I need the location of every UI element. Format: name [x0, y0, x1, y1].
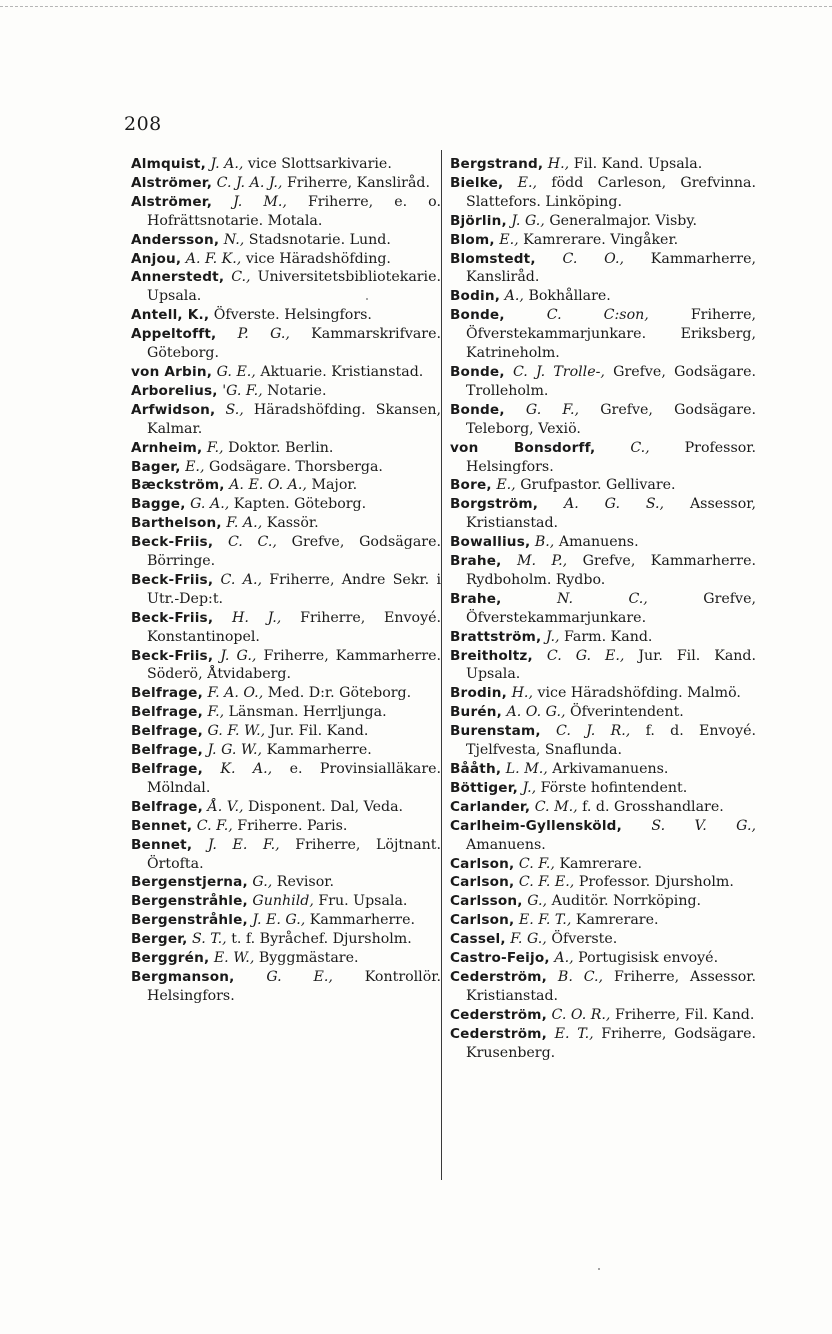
register-entry: [450, 968, 756, 1006]
entry-description: Amanuens.: [558, 534, 639, 551]
entry-description: Kammarherre.: [309, 912, 415, 929]
entry-description: t. f. Byråchef. Djursholm.: [231, 931, 412, 948]
entry-description: Farm. Kand.: [564, 628, 653, 645]
entry-name: Appeltofft,: [131, 326, 217, 343]
entry-description: f. d. Envoyé. Tjelfvesta, Snaflunda.: [466, 723, 756, 759]
register-entry: [131, 363, 441, 382]
entry-initials: J. G.,: [220, 647, 257, 664]
register-entry: [450, 476, 756, 495]
entry-description: Friherre, Envoyé. Konstantinopel.: [147, 609, 442, 645]
entry-description: Kamrerare.: [559, 855, 643, 872]
entry-description: Kontrollör. Helsingfors.: [147, 968, 441, 1004]
entry-name: Bergmanson,: [131, 968, 235, 985]
entry-initials: E. T.,: [554, 1025, 594, 1042]
entry-description: Öfverste. Helsingfors.: [213, 307, 372, 324]
register-entry: [131, 268, 441, 306]
entry-name: von Bonsdorff,: [450, 439, 596, 456]
entry-name: Brahe,: [450, 590, 502, 607]
entry-name: Bergenstråhle,: [131, 912, 248, 929]
entry-name: Brahe,: [450, 553, 502, 570]
entry-name: Björlin,: [450, 212, 507, 229]
register-entry: [450, 760, 756, 779]
entry-description: Grufpastor. Gellivare.: [520, 477, 676, 494]
entry-description: Bokhållare.: [528, 288, 611, 305]
entry-name: Alströmer,: [131, 174, 213, 191]
entry-initials: C. A.,: [220, 571, 262, 588]
entry-initials: E.,: [496, 477, 516, 494]
entry-initials: J.,: [522, 779, 537, 796]
entry-initials: Å. V.,: [207, 798, 244, 815]
entry-description: Länsman. Herrljunga.: [228, 704, 387, 721]
entry-description: Grefve, Godsägare. Trolleholm.: [466, 363, 756, 399]
register-entry: [131, 873, 441, 892]
entry-name: Arnheim,: [131, 439, 203, 456]
entry-initials: A. O. G.,: [506, 704, 566, 721]
entry-name: Beck-Friis,: [131, 647, 214, 664]
entry-name: Burenstam,: [450, 723, 541, 740]
entry-initials: F. G.,: [510, 931, 547, 948]
entry-name: Anjou,: [131, 250, 182, 267]
entry-name: Belfrage,: [131, 761, 203, 777]
register-entry: [450, 212, 756, 231]
register-entry: [131, 174, 441, 193]
entry-name: Bonde,: [450, 363, 505, 380]
entry-description: Jur. Fil. Kand. Upsala.: [466, 647, 757, 683]
register-entry: [450, 287, 756, 306]
entry-name: Bergstrand,: [450, 156, 544, 172]
entry-initials: G.,: [252, 874, 273, 891]
register-entry: [131, 609, 441, 647]
column-divider: [441, 150, 442, 1180]
entry-name: Burén,: [450, 704, 503, 721]
entry-initials: B. C.,: [557, 968, 604, 985]
entry-name: Beck-Friis,: [131, 571, 214, 588]
entry-initials: C. C:son,: [546, 307, 649, 324]
entry-description: Doktor. Berlin.: [228, 439, 334, 456]
entry-description: Kamrerare.: [575, 912, 659, 929]
entry-name: Belfrage,: [131, 723, 203, 740]
register-entry: [131, 911, 441, 930]
entry-description: Friherre, Fil. Kand.: [614, 1006, 755, 1023]
entry-initials: P. G.,: [237, 326, 290, 343]
entry-initials: B.,: [534, 534, 555, 551]
entry-name: Bergenstråhle,: [131, 893, 248, 910]
register-entry: [450, 401, 756, 439]
entry-initials: C. J. Trolle-,: [512, 363, 605, 380]
entry-initials: E. F. T.,: [518, 912, 572, 929]
entry-description: Godsägare. Thorsberga.: [208, 458, 383, 475]
entry-initials: N.,: [223, 231, 245, 248]
entry-initials: C.,: [231, 269, 251, 286]
entry-initials: C. M.,: [534, 798, 578, 815]
entry-name: Bergenstjerna,: [131, 874, 248, 891]
entry-name: Cederström,: [450, 1006, 548, 1023]
entry-initials: H.,: [511, 685, 533, 702]
right-column: [450, 155, 756, 1063]
entry-initials: J. E. F.,: [207, 836, 280, 853]
entry-description: Auditör. Norrköping.: [551, 893, 702, 910]
register-entry: [450, 306, 756, 363]
entry-description: Grefve, Godsägare. Teleborg, Vexiö.: [466, 401, 756, 437]
entry-description: Jur. Fil. Kand.: [269, 723, 369, 740]
entry-description: Stadsnotarie. Lund.: [248, 231, 391, 248]
entry-name: Carlson,: [450, 874, 515, 891]
entry-description: Revisor.: [276, 874, 334, 891]
left-column: [131, 155, 441, 1006]
entry-name: Antell, K.,: [131, 307, 210, 324]
entry-initials: C. J. A. J.,: [216, 174, 283, 191]
entry-name: Bore,: [450, 477, 492, 494]
print-speck: [366, 298, 368, 300]
entry-name: Belfrage,: [131, 798, 203, 815]
entry-initials: J. M.,: [233, 193, 287, 210]
entry-description: Öfverste.: [551, 931, 618, 948]
entry-name: Bager,: [131, 458, 181, 475]
entry-initials: J. E. G.,: [252, 912, 306, 929]
entry-description: Notarie.: [267, 382, 327, 399]
entry-name: Carlsson,: [450, 893, 523, 910]
entry-initials: G.,: [527, 893, 548, 910]
entry-description: vice Häradshöfding.: [245, 250, 391, 267]
entry-description: vice Häradshöfding. Malmö.: [537, 685, 741, 702]
register-entry: [131, 533, 441, 571]
register-entry: [131, 231, 441, 250]
entry-name: Beck-Friis,: [131, 609, 214, 626]
register-entry: [131, 382, 441, 401]
entry-initials: C. C.,: [227, 534, 277, 551]
entry-description: Disponent. Dal, Veda.: [248, 798, 404, 815]
entry-initials: G. E.,: [216, 363, 256, 380]
entry-description: Kammarherre, Kansliråd.: [466, 250, 756, 286]
register-entry: [131, 250, 441, 269]
entry-initials: F.,: [206, 439, 224, 456]
register-entry: [450, 703, 756, 722]
entry-description: Generalmajor. Visby.: [549, 212, 697, 229]
entry-initials: H. J.,: [232, 609, 282, 626]
entry-initials: N. C.,: [556, 590, 648, 607]
register-entry: [131, 760, 441, 798]
entry-name: Blom,: [450, 231, 495, 248]
entry-description: Friherre, e. o. Hofrättsnotarie. Motala.: [147, 193, 441, 229]
entry-initials: J. G. W.,: [207, 742, 263, 759]
entry-name: Annerstedt,: [131, 269, 225, 286]
entry-description: Kammarskrifvare. Göteborg.: [147, 326, 441, 362]
print-speck: [598, 1268, 600, 1270]
register-entry: [131, 514, 441, 533]
entry-name: Cassel,: [450, 931, 506, 948]
register-entry: [450, 363, 756, 401]
register-entry: [450, 798, 756, 817]
entry-description: Aktuarie. Kristianstad.: [260, 363, 424, 380]
register-entry: [131, 703, 441, 722]
entry-description: Friherre, Andre Sekr. i Utr.-Dep:t.: [147, 571, 441, 607]
entry-initials: C. F. E.,: [518, 874, 575, 891]
entry-description: Professor. Helsingfors.: [466, 439, 756, 475]
entry-description: Friherre, Assessor. Kristianstad.: [466, 968, 757, 1004]
entry-name: Belfrage,: [131, 704, 203, 721]
register-entry: [450, 684, 756, 703]
register-entry: [131, 968, 441, 1006]
register-entry: [131, 476, 441, 495]
entry-description: Med. D:r. Göteborg.: [267, 685, 412, 702]
register-entry: [450, 779, 756, 798]
register-entry: [450, 439, 756, 477]
entry-initials: S. V. G.,: [651, 817, 756, 834]
register-entry: [131, 798, 441, 817]
entry-initials: A.,: [554, 950, 574, 967]
register-entry: [450, 231, 756, 250]
entry-name: Brodin,: [450, 685, 508, 702]
entry-description: Grefve, Öfverstekammarjunkare.: [466, 590, 756, 626]
register-entry: [131, 722, 441, 741]
register-entry: [131, 817, 441, 836]
entry-initials: C.,: [630, 439, 650, 456]
entry-description: Universitetsbibliotekarie. Upsala.: [147, 269, 441, 305]
register-entry: [450, 949, 756, 968]
entry-description: Friherre, Kansliråd.: [286, 174, 431, 191]
entry-initials: G. E.,: [266, 968, 333, 985]
register-entry: [450, 930, 756, 949]
entry-initials: G. A.,: [190, 496, 230, 513]
entry-initials: K. A.,: [220, 761, 273, 777]
entry-name: Berggrén,: [131, 950, 210, 967]
entry-initials: G. F.,: [525, 401, 580, 418]
entry-initials: E.,: [185, 458, 205, 475]
register-entry: [131, 930, 441, 949]
entry-initials: S. T.,: [192, 931, 227, 948]
entry-description: Kassör.: [266, 515, 319, 532]
entry-initials: J. A.,: [210, 156, 244, 172]
entry-name: Bennet,: [131, 817, 193, 834]
page-number: 208: [124, 113, 162, 135]
entry-name: Andersson,: [131, 231, 220, 248]
entry-initials: M. P.,: [516, 553, 568, 570]
entry-initials: 'G. F.,: [222, 382, 263, 399]
register-entry: [131, 892, 441, 911]
entry-description: Kammarherre.: [266, 742, 372, 759]
register-entry: [131, 571, 441, 609]
entry-initials: A. F. K.,: [185, 250, 242, 267]
entry-description: Byggmästare.: [258, 950, 359, 967]
register-entry: [131, 325, 441, 363]
register-entry: [131, 836, 441, 874]
entry-name: Cederström,: [450, 968, 548, 985]
register-entry: [450, 533, 756, 552]
register-entry: [131, 439, 441, 458]
entry-name: Bielke,: [450, 174, 504, 191]
register-entry: [450, 174, 756, 212]
entry-name: Alströmer,: [131, 193, 213, 210]
entry-name: Arfwidson,: [131, 401, 216, 418]
entry-description: vice Slottsarkivarie.: [247, 156, 392, 172]
entry-name: Almquist,: [131, 156, 206, 172]
entry-name: Castro-Feijo,: [450, 950, 550, 967]
entry-name: Barthelson,: [131, 515, 222, 532]
register-entry: [450, 155, 756, 174]
entry-name: Belfrage,: [131, 685, 203, 702]
entry-initials: F. A. O.,: [207, 685, 264, 702]
register-entry: [131, 684, 441, 703]
register-entry: [131, 741, 441, 760]
entry-name: Borgström,: [450, 496, 539, 513]
entry-description: Major.: [311, 477, 358, 494]
entry-initials: J. G.,: [511, 212, 545, 229]
entry-description: Förste hofintendent.: [540, 779, 688, 796]
entry-name: Blomstedt,: [450, 250, 536, 267]
entry-description: Grefve, Godsägare. Börringe.: [147, 534, 441, 570]
entry-name: Bagge,: [131, 496, 186, 513]
entry-description: Friherre. Paris.: [237, 817, 348, 834]
register-entry: [450, 552, 756, 590]
entry-name: Belfrage,: [131, 742, 203, 759]
entry-initials: L. M.,: [505, 761, 548, 777]
register-entry: [450, 1025, 756, 1063]
entry-description: Kapten. Göteborg.: [233, 496, 367, 513]
entry-description: Amanuens.: [466, 836, 546, 853]
register-entry: [450, 1006, 756, 1025]
register-entry: [450, 628, 756, 647]
entry-name: Breitholtz,: [450, 647, 533, 664]
entry-name: Bowallius,: [450, 534, 531, 551]
register-entry: [450, 817, 756, 855]
entry-name: Bennet,: [131, 836, 193, 853]
entry-description: Professor. Djursholm.: [578, 874, 734, 891]
register-entry: [131, 647, 441, 685]
register-entry: [131, 193, 441, 231]
entry-description: f. d. Grosshandlare.: [582, 798, 724, 815]
register-entry: [131, 458, 441, 477]
register-entry: [450, 911, 756, 930]
entry-description: Fil. Kand. Upsala.: [573, 156, 703, 172]
entry-initials: F.,: [207, 704, 225, 721]
register-entry: [131, 306, 441, 325]
register-entry: [131, 401, 441, 439]
entry-initials: F. A.,: [226, 515, 263, 532]
entry-name: Carlander,: [450, 798, 531, 815]
entry-name: Brattström,: [450, 628, 542, 645]
entry-initials: J.,: [545, 628, 560, 645]
entry-name: Bonde,: [450, 401, 505, 418]
register-entry: [450, 873, 756, 892]
entry-initials: C. F.,: [518, 855, 555, 872]
entry-initials: E. W.,: [213, 950, 255, 967]
register-entry: [450, 647, 756, 685]
entry-name: Carlson,: [450, 855, 515, 872]
register-entry: [131, 949, 441, 968]
entry-initials: H.,: [547, 156, 570, 172]
entry-description: Häradshöfding. Skansen, Kalmar.: [147, 401, 442, 437]
entry-initials: E.,: [517, 174, 538, 191]
entry-description: Arkivamanuens.: [552, 761, 669, 777]
entry-initials: C. F.,: [196, 817, 233, 834]
entry-initials: C. O.,: [562, 250, 624, 267]
entry-initials: A. G. S.,: [563, 496, 665, 513]
entry-description: Friherre, Löjtnant. Örtofta.: [147, 836, 442, 872]
entry-description: Kamrerare. Vingåker.: [523, 231, 679, 248]
entry-name: Cederström,: [450, 1025, 548, 1042]
entry-name: Arborelius,: [131, 382, 218, 399]
entry-name: von Arbin,: [131, 363, 213, 380]
entry-initials: G. F. W.,: [207, 723, 266, 740]
entry-initials: A.,: [504, 288, 524, 305]
entry-initials: E.,: [499, 231, 519, 248]
entry-name: Bååth,: [450, 761, 502, 777]
register-entry: [450, 722, 756, 760]
entry-name: Bodin,: [450, 288, 501, 305]
entry-name: Bonde,: [450, 307, 505, 324]
entry-name: Carlheim-Gyllensköld,: [450, 817, 622, 834]
register-entry: [450, 892, 756, 911]
entry-initials: C. G. E.,: [546, 647, 625, 664]
register-entry: [450, 495, 756, 533]
entry-description: Friherre, Öfverstekammarjunkare. Eriksberg, Katrineholm.: [466, 307, 756, 362]
entry-description: e. Provinsialläkare. Mölndal.: [147, 761, 442, 796]
register-entry: [131, 155, 441, 174]
entry-initials: Gunhild,: [252, 893, 314, 910]
entry-description: född Carleson, Grefvinna. Slattefors. Linköping.: [466, 174, 756, 210]
entry-initials: A. E. O. A.,: [229, 477, 307, 494]
entry-description: Fru. Upsala.: [318, 893, 408, 910]
entry-name: Böttiger,: [450, 779, 518, 796]
entry-description: Grefve, Kammarherre. Rydboholm. Rydbo.: [466, 553, 756, 588]
entry-description: Assessor, Kristianstad.: [466, 496, 756, 532]
entry-description: Öfverintendent.: [569, 704, 684, 721]
entry-name: Berger,: [131, 931, 188, 948]
register-entry: [450, 855, 756, 874]
entry-description: Friherre, Godsägare. Krusenberg.: [466, 1025, 756, 1061]
register-entry: [450, 250, 756, 288]
entry-description: Portugisisk envoyé.: [578, 950, 719, 967]
entry-initials: C. O. R.,: [551, 1006, 611, 1023]
entry-name: Beck-Friis,: [131, 534, 214, 551]
entry-initials: S.,: [225, 401, 244, 418]
entry-name: Carlson,: [450, 912, 515, 929]
top-edge-rule: [0, 6, 832, 7]
entry-initials: C. J. R.,: [556, 723, 631, 740]
entry-description: Friherre, Kammarherre. Söderö, Åtvidaberg.: [147, 647, 442, 683]
entry-name: Bæckström,: [131, 477, 225, 494]
register-entry: [450, 590, 756, 628]
register-entry: [131, 495, 441, 514]
